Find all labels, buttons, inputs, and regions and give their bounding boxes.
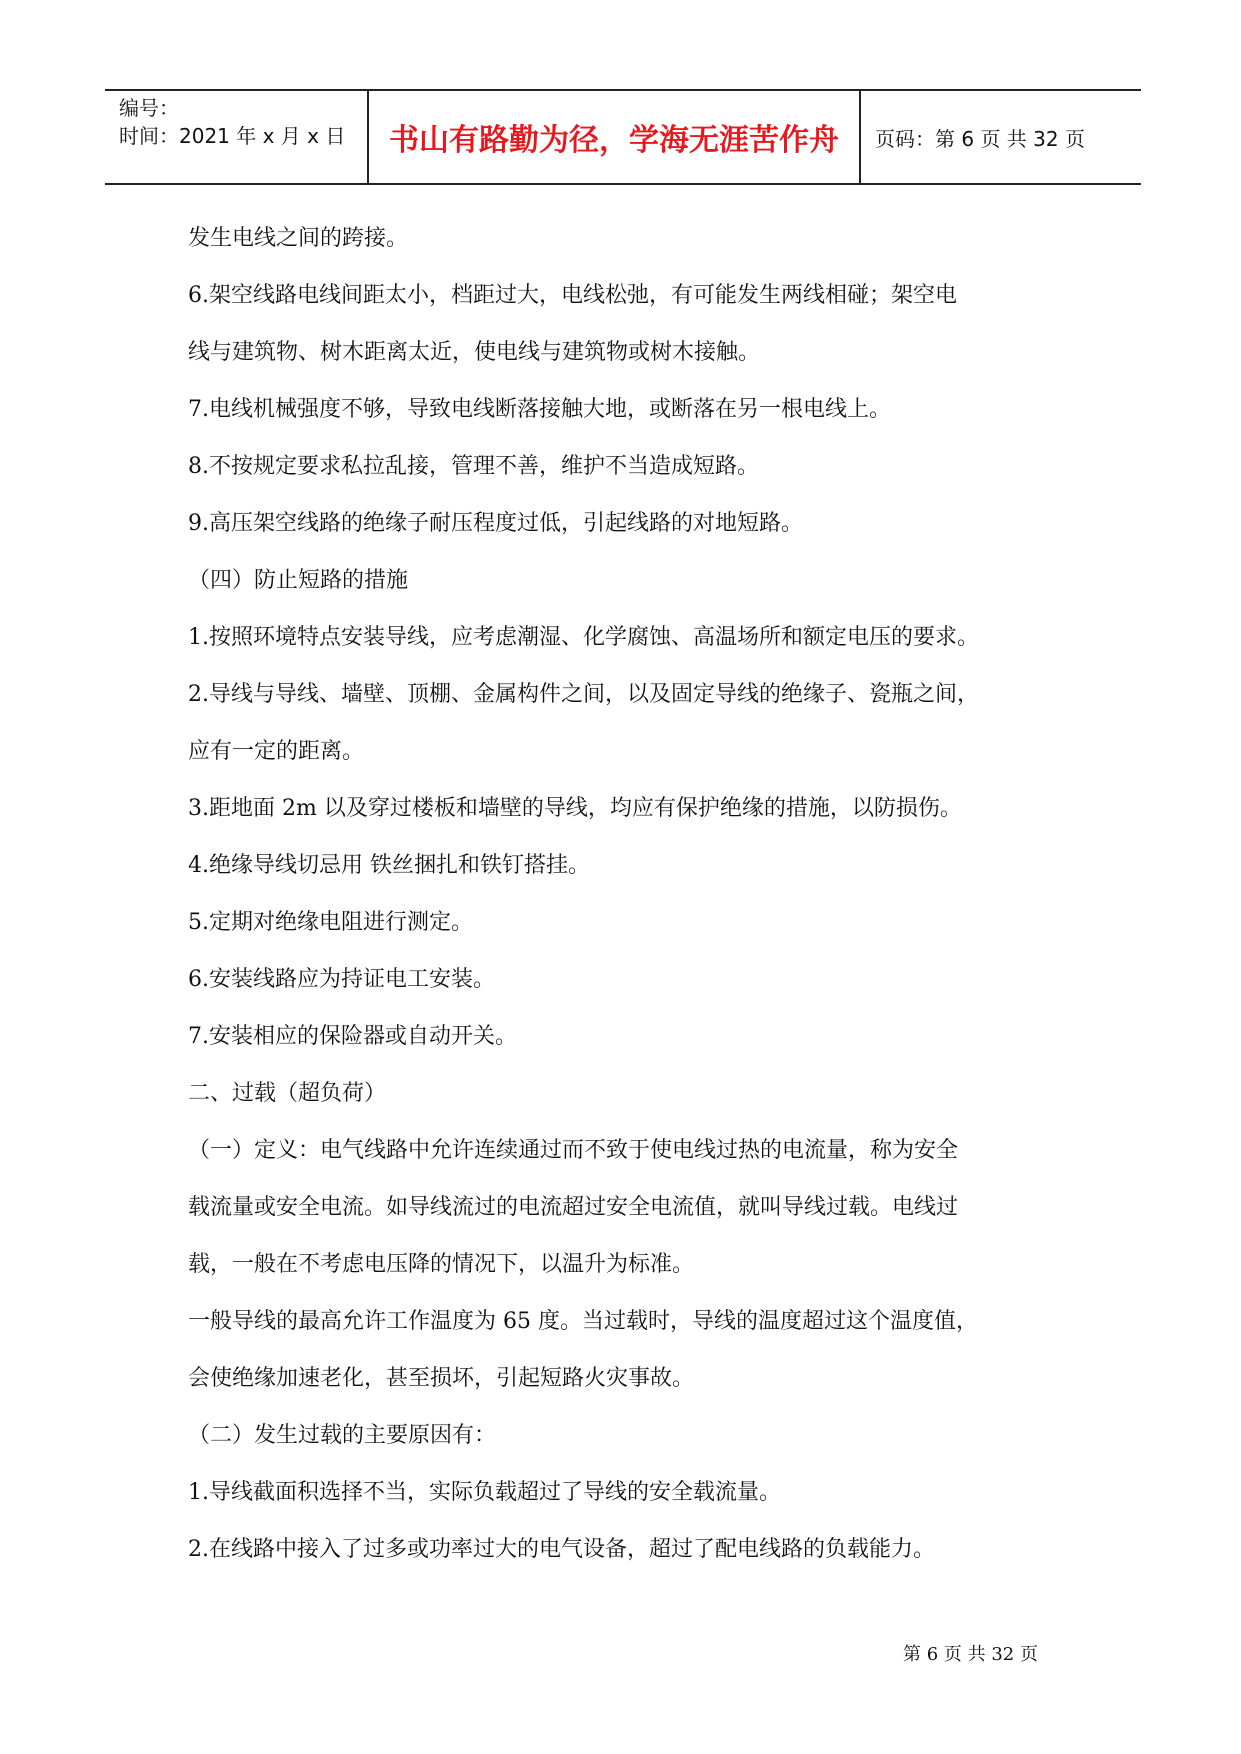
paragraph: 会使绝缘加速老化，甚至损坏，引起短路火灾事故。 (188, 1366, 695, 1391)
page-header (105, 89, 1141, 185)
header-meta (105, 91, 369, 183)
page-footer: 第 6 页 共 32 页 (903, 1644, 1038, 1665)
paragraph: 7.安装相应的保险器或自动开关。 (188, 1024, 517, 1049)
paragraph: 1.导线截面积选择不当，实际负载超过了导线的安全载流量。 (188, 1480, 781, 1505)
paragraph: 载，一般在不考虑电压降的情况下，以温升为标准。 (188, 1252, 695, 1277)
header-motto: 书山有路勤为径，学海无涯苦作舟 (369, 91, 861, 183)
paragraph: 一般导线的最高允许工作温度为 65 度。当过载时，导线的温度超过这个温度值， (188, 1309, 978, 1334)
paragraph: （一）定义：电气线路中允许连续通过而不致于使电线过热的电流量，称为安全 (188, 1138, 959, 1163)
paragraph: 3.距地面 2m 以及穿过楼板和墙壁的导线，均应有保护绝缘的措施，以防损伤。 (188, 796, 962, 821)
section-heading: （四）防止短路的措施 (188, 568, 409, 593)
paragraph: 6.安装线路应为持证电工安装。 (188, 967, 495, 992)
time-label: 时间：2021 年 x 月 x 日 (119, 124, 346, 148)
paragraph: 6.架空线路电线间距太小，档距过大，电线松弛，有可能发生两线相碰；架空电 (188, 283, 957, 308)
paragraph: 应有一定的距离。 (188, 739, 365, 764)
paragraph: 发生电线之间的跨接。 (188, 226, 409, 251)
paragraph: 5.定期对绝缘电阻进行测定。 (188, 910, 473, 935)
paragraph: 载流量或安全电流。如导线流过的电流超过安全电流值，就叫导线过载。电线过 (188, 1195, 959, 1220)
paragraph: 7.电线机械强度不够，导致电线断落接触大地，或断落在另一根电线上。 (188, 397, 891, 422)
section-heading: 二、过载（超负荷） (188, 1081, 387, 1106)
paragraph: 9.高压架空线路的绝缘子耐压程度过低，引起线路的对地短路。 (188, 511, 803, 536)
section-heading: （二）发生过载的主要原因有： (188, 1423, 497, 1448)
paragraph: 2.导线与导线、墙壁、顶棚、金属构件之间，以及固定导线的绝缘子、瓷瓶之间， (188, 682, 979, 707)
number-label: 编号： (119, 96, 179, 120)
paragraph: 线与建筑物、树木距离太近，使电线与建筑物或树木接触。 (188, 340, 761, 365)
paragraph: 2.在线路中接入了过多或功率过大的电气设备，超过了配电线路的负载能力。 (188, 1537, 935, 1562)
document-body (188, 210, 1078, 1578)
header-page-info: 页码：第 6 页 共 32 页 (875, 126, 1085, 151)
paragraph: 8.不按规定要求私拉乱接，管理不善，维护不当造成短路。 (188, 454, 759, 479)
paragraph: 1.按照环境特点安装导线，应考虑潮湿、化学腐蚀、高温场所和额定电压的要求。 (188, 625, 979, 650)
paragraph: 4.绝缘导线切忌用 铁丝捆扎和铁钉搭挂。 (188, 853, 590, 878)
